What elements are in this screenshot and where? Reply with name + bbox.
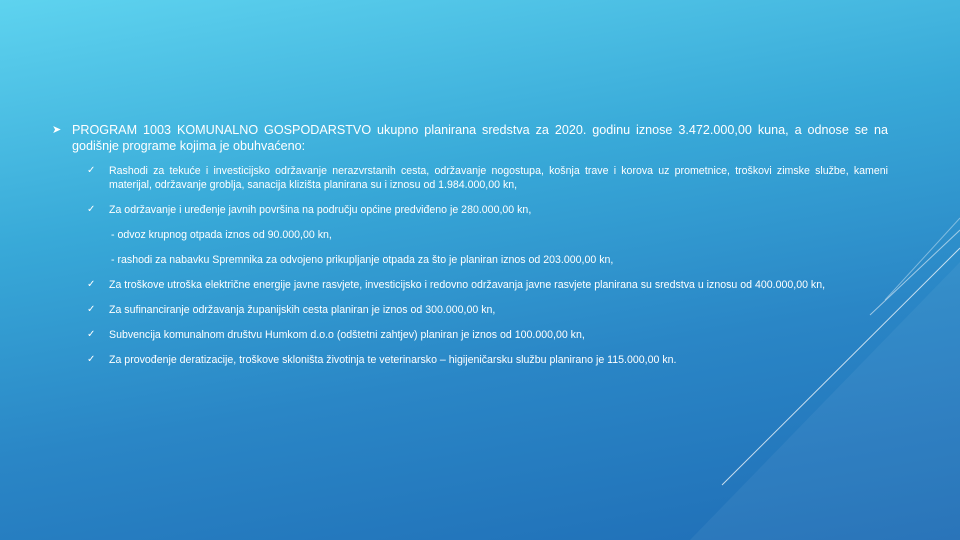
list-item bbox=[87, 164, 888, 192]
arrow-bullet-icon: ➤ bbox=[52, 124, 62, 136]
main-bullet bbox=[52, 122, 888, 154]
list-item bbox=[87, 303, 888, 317]
note-line: - odvoz krupnog otpada iznos od 90.000,00 kn, bbox=[111, 229, 332, 241]
list-item bbox=[87, 353, 888, 367]
list-item bbox=[87, 203, 888, 217]
list-item-text: Rashodi za tekuće i investicijsko održavanje nerazvrstanih cesta, održavanje nogostupa, košnja trave i korova uz prometnice, troškovi zimske službe, kameni materijal, održavanje groblja, sanacija klizišta planirana su i iznosu od 1.984.000,00 kn, bbox=[109, 165, 888, 191]
list-item-text: Za sufinanciranje održavanja županijskih cesta planiran je iznos od 300.000,00 kn, bbox=[109, 304, 496, 316]
sub-list bbox=[87, 278, 888, 367]
note-line: - rashodi za nabavku Spremnika za odvojeno prikupljanje otpada za što je planiran iznos od 203.000,00 kn, bbox=[111, 254, 614, 266]
list-item bbox=[87, 278, 888, 292]
check-icon: ✓ bbox=[87, 204, 96, 215]
sub-list bbox=[87, 164, 888, 217]
slide-content bbox=[52, 122, 888, 378]
list-item-text: Za održavanje i uređenje javnih površina na području općine predviđeno je 280.000,00 kn, bbox=[109, 204, 532, 216]
check-icon: ✓ bbox=[87, 279, 96, 290]
list-item-text: Za provođenje deratizacije, troškove skloništa životinja te veterinarsko – higijeničarsku službu planirano je 115.000,00 kn. bbox=[109, 354, 677, 366]
check-icon: ✓ bbox=[87, 165, 96, 176]
check-icon: ✓ bbox=[87, 354, 96, 365]
list-item bbox=[87, 328, 888, 342]
main-text: PROGRAM 1003 KOMUNALNO GOSPODARSTVO ukupno planirana sredstva za 2020. godinu iznose 3.472.000,00 kuna, a odnose se na godišnje programe kojima je obuhvaćeno: bbox=[72, 123, 888, 153]
list-item-text: Subvencija komunalnom društvu Humkom d.o.o (odštetni zahtjev) planiran je iznos od 100.000,00 kn, bbox=[109, 329, 585, 341]
check-icon: ✓ bbox=[87, 304, 96, 315]
check-icon: ✓ bbox=[87, 329, 96, 340]
list-item-text: Za troškove utroška električne energije javne rasvjete, investicijsko i redovno održavanja javne rasvjete planirana su sredstva u iznosu od 400.000,00 kn, bbox=[109, 279, 826, 291]
